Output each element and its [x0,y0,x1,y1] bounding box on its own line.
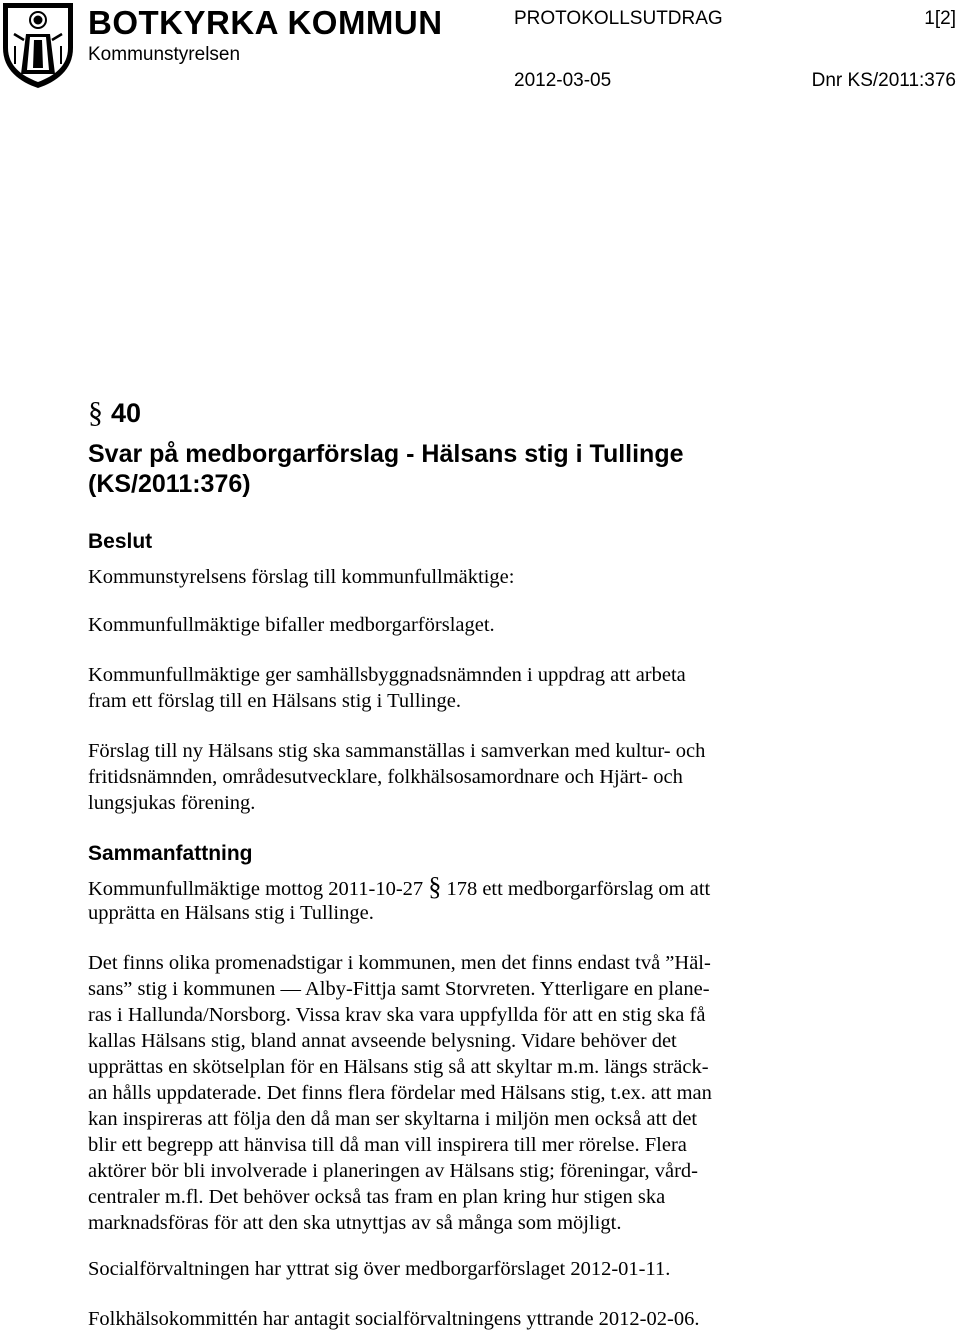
botkyrka-coat-of-arms-logo [0,0,76,90]
beslut-intro: Kommunstyrelsens förslag till kommunfullmäktige: [88,566,515,588]
beslut-decision-2-line2: fram ett förslag till en Hälsans stig i Tullinge. [88,690,461,712]
section-symbol: § [88,396,103,429]
section-symbol: § [428,872,442,901]
summary-p2-line: aktörer bör bli involverade i planeringen av Hälsans stig; föreningar, vård- [88,1160,698,1182]
beslut-decision-2-line1: Kommunfullmäktige ger samhällsbyggnadsnämnden i uppdrag att arbeta [88,664,686,686]
summary-p2-line: upprättas en skötselplan för en Hälsans stig så att skyltar m.m. längs sträck- [88,1056,709,1078]
document-date: 2012-03-05 [514,70,612,91]
summary-p2-line: ras i Hallunda/Norsborg. Vissa krav ska vara uppfyllda för att en stig ska få [88,1004,706,1026]
summary-p2-line: an hålls uppdaterade. Det finns flera fördelar med Hälsans stig, t.ex. att man [88,1082,712,1104]
summary-p2-line: centraler m.fl. Det behöver också tas fram en plan kring hur stigen ska [88,1186,666,1208]
summary-p2-line: marknadsföras för att den ska utnyttjas av så många som möjligt. [88,1212,622,1234]
summary-p1-text-a: Kommunfullmäktige mottog 2011-10-27 [88,878,424,900]
beslut-decision-1: Kommunfullmäktige bifaller medborgarförslaget. [88,614,495,636]
document-type: PROTOKOLLSUTDRAG [514,8,723,29]
beslut-decision-3-line3: lungsjukas förening. [88,792,256,814]
section-number: 40 [111,398,142,428]
document-reference: Dnr KS/2011:376 [811,70,956,91]
page-title-line2: (KS/2011:376) [88,470,251,498]
department-name: Kommunstyrelsen [88,44,241,65]
paragraph-number [88,396,141,430]
summary-p2-line: blir ett begrepp att hänvisa till då man vill inspirera till mer rörelse. Flera [88,1134,687,1156]
summary-p4: Folkhälsokommittén har antagit socialförvaltningens yttrande 2012-02-06. [88,1308,700,1330]
summary-p2-line: Det finns olika promenadstigar i kommunen, men det finns endast två ”Häl- [88,952,711,974]
summary-p2-line: kallas Hälsans stig, bland annat avseende belysning. Vidare behöver det [88,1030,677,1052]
page-title-line1: Svar på medborgarförslag - Hälsans stig i Tullinge [88,440,684,468]
summary-p2-line: sans” stig i kommunen — Alby-Fittja samt Storvreten. Ytterligare en plane- [88,978,710,1000]
page-number: 1[2] [924,8,956,29]
summary-p3: Socialförvaltningen har yttrat sig över medborgarförslaget 2012-01-11. [88,1258,671,1280]
beslut-decision-3-line2: fritidsnämnden, områdesutvecklare, folkhälsosamordnare och Hjärt- och [88,766,683,788]
summary-p1-line2: upprätta en Hälsans stig i Tullinge. [88,902,374,924]
summary-p2-line: kan inspireras att följa den då man ser skyltarna i miljön men också att det [88,1108,698,1130]
organization-name: BOTKYRKA KOMMUN [88,4,443,41]
beslut-heading: Beslut [88,530,153,553]
summary-p1-line1 [88,874,710,902]
summary-p1-text-b: 178 ett medborgarförslag om att [446,878,711,900]
beslut-decision-3-line1: Förslag till ny Hälsans stig ska sammanställas i samverkan med kultur- och [88,740,706,762]
sammanfattning-heading: Sammanfattning [88,842,253,865]
